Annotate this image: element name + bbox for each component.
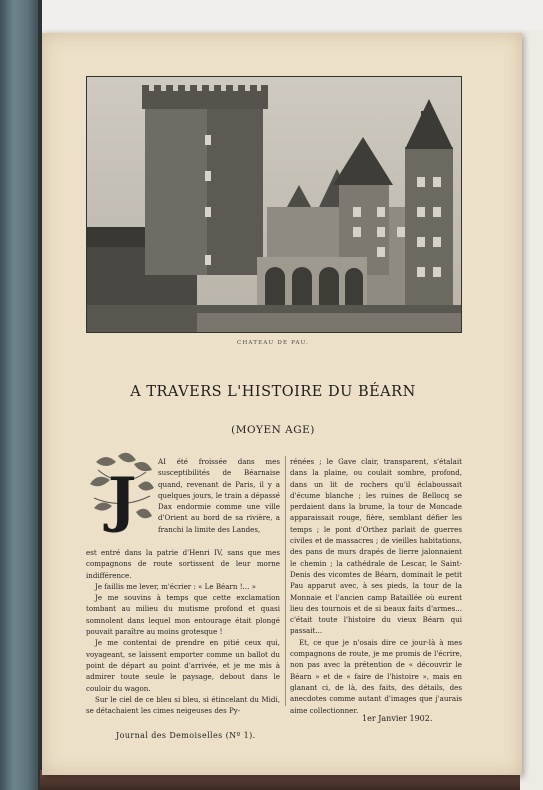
column-divider [285,456,286,706]
chateau-photo [86,76,462,333]
column-right [290,456,462,716]
book-spine [0,0,40,790]
column-left-top [158,456,280,535]
ornamental-dropcap [88,450,156,536]
background-top [0,0,543,30]
paragraph: Et, ce que je n'osais dire ce jour-là à mes compagnons de route, je me promis de l'écrire, non pas avec la prétention de « découvrir le Béarn » et de « faire de l'histoire », mais en glanant ci, de là, des faits, des détails, des anecdotes comme autant d'images que j'aurais aime collectionner. [290,637,462,715]
chateau-illustration [87,77,461,332]
photo-caption: CHATEAU DE PAU. [237,340,309,346]
journal-footer: Journal des Demoiselles (Nº 1). [116,731,256,740]
article-subtitle: (MOYEN AGE) [231,424,315,436]
dropcap-letter: J [108,465,137,535]
paragraph: Sur le ciel de ce bleu si bleu, si étincelant du Midi, se détachaient les cimes neigeuses des Py- [86,694,280,716]
paragraph: Je me souvins à temps que cette exclamation tombant au milieu du mutisme profond et quasi somnolent dans lequel mon entourage était plongé pouvait paraître au moins grotesque ! [86,593,280,637]
paragraph: Je me contentai de prendre en pitié ceux qui, voyageant, se laissent emporter comme un ballot du point de départ au point d'arrivée, et je me mis à admirer toute seule le paysage, debout dans le couloir du wagon. [86,638,280,693]
paragraph: rénées ; le Gave clair, transparent, s'étalait dans la plaine, ou coulait sombre, profond, dans un lit de rochers qu'il éclaboussait d'écume blanche ; les ruines de Bellocq se perdaient dans la brume, la tour de Moncade apparaissait rouge, fière, semblant défier les temps ; le pont d'Orthez parlait de guerres civiles et de massacres ; de vieilles habitations, des pans de murs drapés de lierre jalonnaient le chemin ; la cathédrale de Lescar, le Saint-Denis des vicomtes de Béarn, dominait le petit Pau apparut avec, à ses pieds, la tour de la Monnaie et l'ancien camp Bataillée où eurent lieu des tournois et de si beaux faits d'armes... c'était toute l'histoire du vieux Béarn qui passait... [290,457,462,636]
paragraph: est entré dans la patrie d'Henri IV, sans que mes compagnons de route sortissent de leur morne indifférence. [86,548,280,580]
article-title: A TRAVERS L'HISTOIRE DU BÉARN [130,384,416,400]
column-left [86,547,280,716]
leaf-ornament-icon [88,450,156,536]
issue-date: 1er Janvier 1902. [362,714,433,723]
paragraph: AI été froissée dans mes susceptibilités de Béarnaise quand, revenant de Paris, il y a quelques jours, le train a dépassé Dax endormie comme une ville d'Orient au bord de sa rivière, a franchi la limite des Landes, [158,457,280,534]
paragraph: Je faillis me lever, m'écrier : « Le Béarn !... » [95,581,256,591]
